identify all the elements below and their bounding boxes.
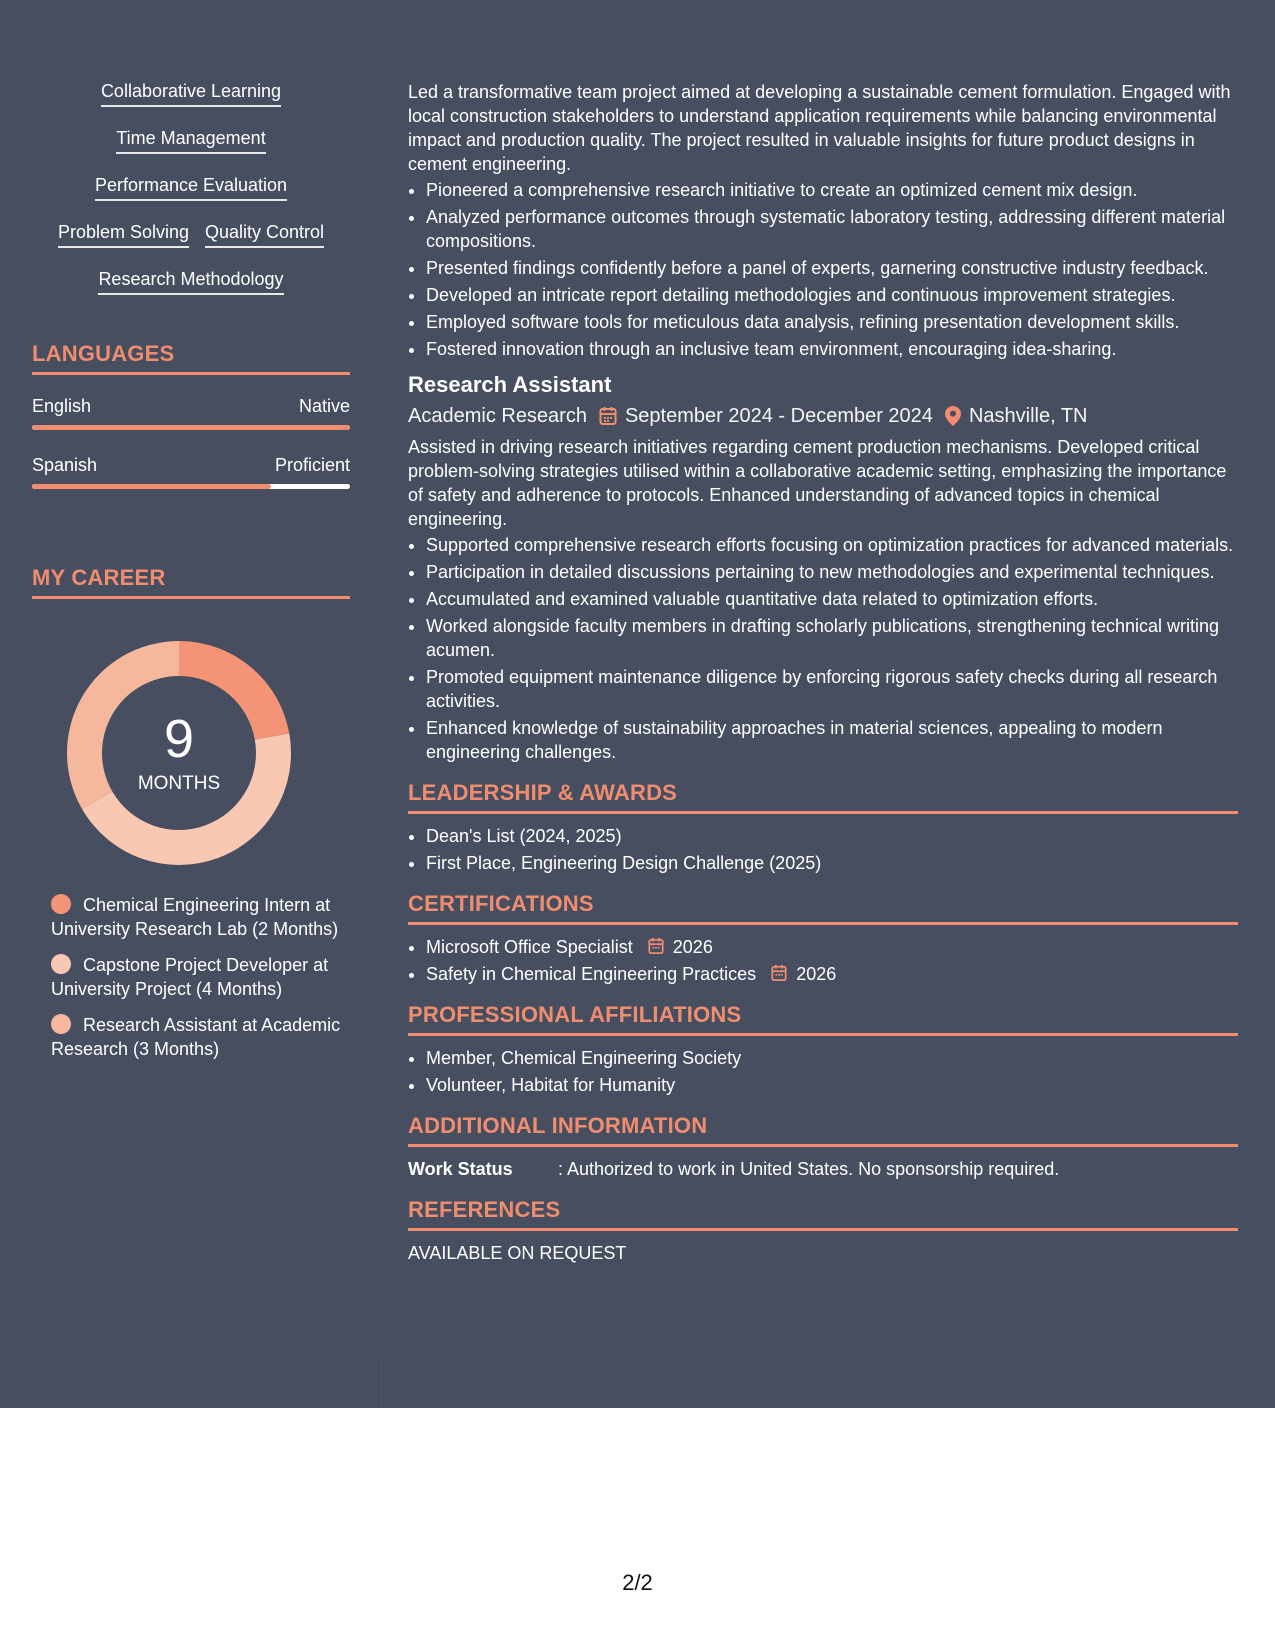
certification-year: 2026 — [672, 937, 713, 957]
bullet-item: • Fostered innovation through an inclusive team environment, encouraging idea-sharing. — [426, 337, 1238, 361]
bullet-item: • Presented findings confidently before a panel of experts, garnering constructive industry feedback. — [426, 256, 1238, 280]
legend-dot — [51, 954, 71, 974]
skill-item: Quality Control — [205, 221, 324, 248]
language-bar — [32, 484, 350, 489]
skill-item: Problem Solving — [58, 221, 189, 248]
affiliations-list — [408, 1046, 1238, 1097]
language-level: Proficient — [274, 455, 350, 475]
certification-year: 2026 — [796, 964, 837, 984]
award-item: • Dean's List (2024, 2025) — [426, 824, 1238, 848]
work-status-label: Work Status — [408, 1159, 513, 1179]
career-total-number: 9 — [163, 709, 195, 769]
languages-heading: LANGUAGES — [32, 341, 350, 375]
language-name: Spanish — [32, 455, 98, 475]
bullet-item: • Enhanced knowledge of sustainability approaches in material sciences, appealing to modern engineering challenges. — [426, 716, 1238, 764]
location-pin-icon — [945, 406, 961, 426]
job-summary: Assisted in driving research initiatives regarding cement production mechanisms. Developed critical problem-solving strategies utilised within a collaborative academic setting, emphasizing the importance of safety and adherence to protocols. Enhanced understanding of advanced topics in chemical engineering. — [408, 437, 1227, 529]
sidebar — [32, 80, 350, 1073]
awards-list — [408, 824, 1238, 875]
career-total-unit: MONTHS — [137, 773, 221, 794]
award-item: • First Place, Engineering Design Challenge (2025) — [426, 851, 1238, 875]
skill-item: Research Methodology — [98, 268, 283, 295]
legend-dot — [51, 894, 71, 914]
career-legend-label: Research Assistant at Academic Research (3 Months) — [51, 1015, 341, 1059]
language-bar — [32, 425, 350, 430]
job-dates: September 2024 - December 2024 — [624, 405, 933, 427]
language-bar-fill — [32, 484, 271, 489]
bullet-item: • Accumulated and examined valuable quantitative data related to optimization efforts. — [426, 587, 1238, 611]
certifications-heading: CERTIFICATIONS — [408, 891, 1238, 925]
certification-item — [426, 935, 1238, 959]
job-company: Academic Research — [408, 405, 587, 427]
language-level: Native — [298, 396, 350, 416]
skills-list — [32, 80, 350, 295]
career-legend-label: Chemical Engineering Intern at University Research Lab (2 Months) — [51, 895, 339, 939]
career-legend-label: Capstone Project Developer at University Project (4 Months) — [51, 955, 329, 999]
affiliation-item: • Volunteer, Habitat for Humanity — [426, 1073, 1238, 1097]
job-meta — [408, 403, 1238, 429]
skill-item: Time Management — [116, 127, 265, 154]
job-location: Nashville, TN — [968, 405, 1088, 427]
bullet-item: • Analyzed performance outcomes through systematic laboratory testing, addressing different material compositions. — [426, 205, 1238, 253]
bullet-item: • Supported comprehensive research efforts focusing on optimization practices for advanced materials. — [426, 533, 1238, 557]
affiliation-item: • Member, Chemical Engineering Society — [426, 1046, 1238, 1070]
career-donut — [67, 641, 291, 865]
job-title: Research Assistant — [408, 372, 612, 397]
calendar-icon — [599, 406, 617, 426]
page-number: 2/2 — [622, 1570, 653, 1595]
skill-row — [32, 174, 350, 201]
references-text: AVAILABLE ON REQUEST — [408, 1243, 627, 1263]
legend-dot — [51, 1014, 71, 1034]
awards-heading: LEADERSHIP & AWARDS — [408, 780, 1238, 814]
language-english — [32, 395, 350, 430]
certifications-list — [408, 935, 1238, 986]
career-legend-item — [51, 1013, 350, 1061]
bullet-item: • Pioneered a comprehensive research initiative to create an optimized cement mix design. — [426, 178, 1238, 202]
career-legend-item — [51, 893, 350, 941]
calendar-icon — [771, 964, 787, 982]
skill-item: Performance Evaluation — [95, 174, 287, 201]
certification-name: Microsoft Office Specialist — [426, 937, 633, 957]
work-status-row — [408, 1157, 1238, 1181]
skill-row — [32, 127, 350, 154]
bullet-item: • Promoted equipment maintenance diligence by enforcing rigorous safety checks during all research activities. — [426, 665, 1238, 713]
language-bar-fill — [32, 425, 350, 430]
career-legend — [32, 893, 350, 1061]
career-legend-item — [51, 953, 350, 1001]
skill-row — [32, 268, 350, 295]
certification-name: Safety in Chemical Engineering Practices — [426, 964, 757, 984]
references-heading: REFERENCES — [408, 1197, 1238, 1231]
bullet-item: • Worked alongside faculty members in drafting scholarly publications, strengthening technical writing acumen. — [426, 614, 1238, 662]
main-content — [408, 80, 1238, 1265]
project-bullets — [408, 178, 1238, 361]
bullet-item: • Developed an intricate report detailing methodologies and continuous improvement strategies. — [426, 283, 1238, 307]
career-heading: MY CAREER — [32, 565, 350, 599]
skill-item: Collaborative Learning — [101, 80, 281, 107]
additional-info-heading: ADDITIONAL INFORMATION — [408, 1113, 1238, 1147]
project-summary: Led a transformative team project aimed at developing a sustainable cement formulation. Engaged with local construction stakeholders to understand application requirements while balancing environmental impact and production quality. The project resulted in valuable insights for future product designs in cement engineering. — [408, 82, 1231, 174]
sidebar-divider — [381, 1360, 382, 1408]
bullet-item: • Participation in detailed discussions pertaining to new methodologies and experimental techniques. — [426, 560, 1238, 584]
work-status-value: : Authorized to work in United States. No sponsorship required. — [558, 1159, 1060, 1179]
calendar-icon — [648, 937, 664, 955]
certification-item — [426, 962, 1238, 986]
skill-row — [32, 80, 350, 107]
language-name: English — [32, 396, 92, 416]
affiliations-heading: PROFESSIONAL AFFILIATIONS — [408, 1002, 1238, 1036]
language-spanish — [32, 454, 350, 489]
bullet-item: • Employed software tools for meticulous data analysis, refining presentation development skills. — [426, 310, 1238, 334]
job-bullets — [408, 533, 1238, 764]
